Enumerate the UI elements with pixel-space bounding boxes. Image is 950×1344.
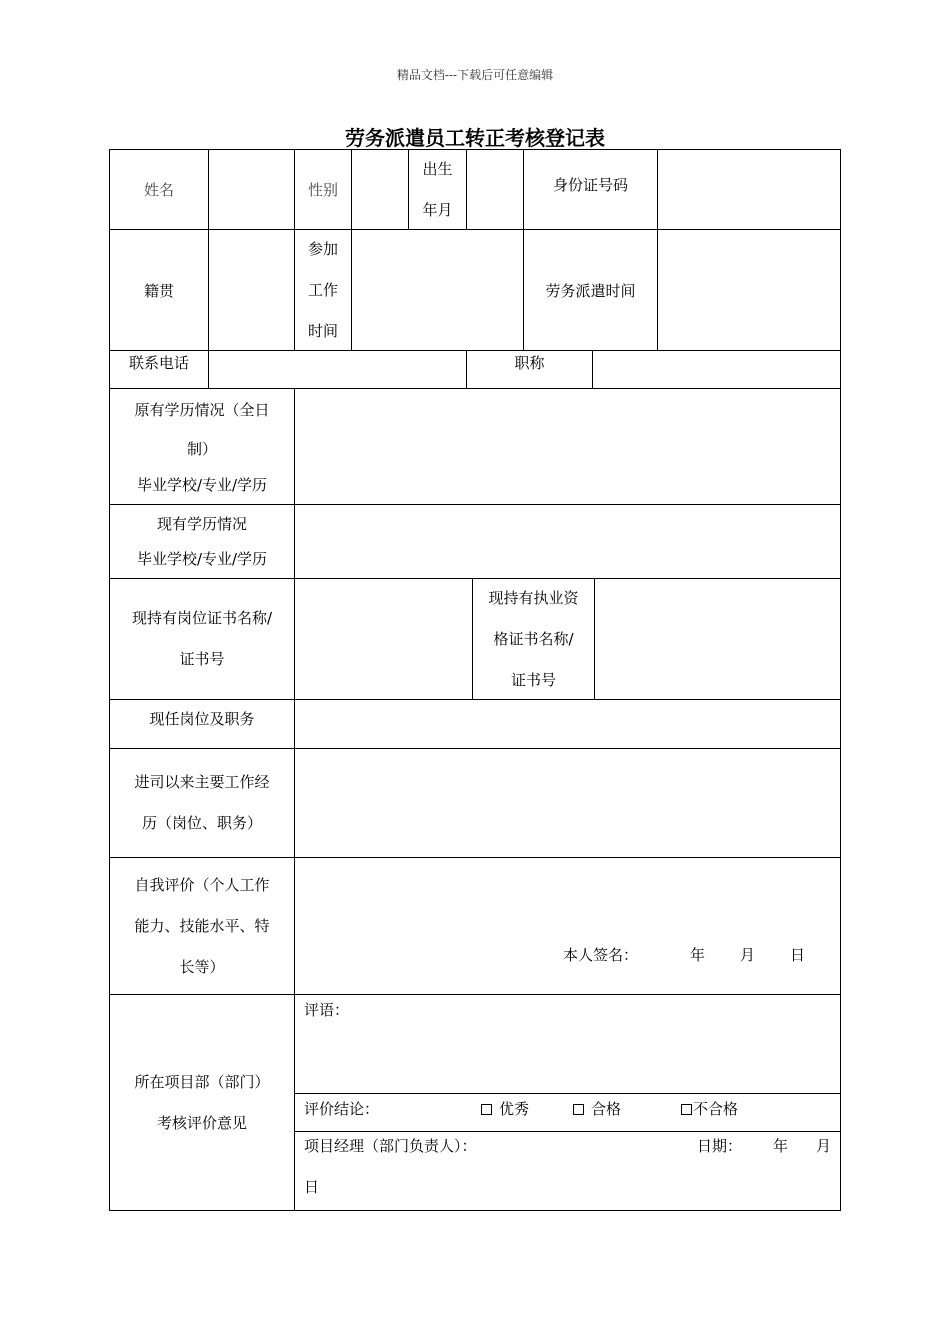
department-assessment-label: [109, 994, 294, 1211]
post-certificate-label-line: 证书号: [179, 650, 225, 668]
post-certificate-label-line: 现持有岗位证书名称/: [131, 609, 273, 627]
option-pass-label: 合格: [591, 1100, 622, 1118]
id-number-field[interactable]: [657, 149, 841, 229]
name-label: 姓名: [109, 149, 208, 229]
assessment-conclusion-label: 评价结论：: [304, 1100, 380, 1118]
native-place-label: 籍贯: [109, 229, 208, 350]
practice-certificate-label-line: 证书号: [510, 670, 556, 689]
original-education-label-line: 制）: [186, 440, 217, 458]
self-evaluation-field[interactable]: [294, 857, 841, 994]
department-assessment-label-line: 考核评价意见: [156, 1114, 247, 1132]
original-education-label-line: 毕业学校/专业/学历: [136, 476, 268, 494]
assessment-date-day: 日: [304, 1178, 320, 1196]
assessment-date-label: 日期：: [697, 1137, 743, 1155]
assessment-comment-label: 评语：: [304, 1001, 350, 1019]
practice-certificate-label-line: 格证书名称/: [493, 629, 574, 648]
practice-certificate-label: [472, 578, 594, 699]
self-sign-month: 月: [740, 946, 756, 964]
work-history-label: [109, 748, 294, 857]
option-fail-label: 不合格: [693, 1100, 739, 1118]
option-pass[interactable]: [573, 1098, 621, 1119]
work-history-label-line: 历（岗位、职务）: [141, 814, 262, 832]
manager-label: 项目经理（部门负责人）：: [304, 1137, 477, 1155]
birth-label: [408, 149, 466, 229]
gender-field[interactable]: [351, 149, 408, 229]
checkbox-icon[interactable]: [573, 1104, 584, 1115]
name-field[interactable]: [208, 149, 294, 229]
current-education-label-line: 毕业学校/专业/学历: [136, 549, 268, 568]
practice-certificate-label-line: 现持有执业资: [488, 588, 579, 607]
manager-signature-field[interactable]: [294, 1131, 841, 1211]
work-start-label: [294, 229, 351, 350]
assessment-date-month: 月: [816, 1137, 832, 1155]
registration-form-table: [109, 149, 841, 1211]
self-signature-label: 本人签名：: [563, 946, 639, 964]
dispatch-time-field[interactable]: [657, 229, 841, 350]
current-education-label-line: 现有学历情况: [156, 514, 247, 533]
original-education-field[interactable]: [294, 388, 841, 504]
option-excellent[interactable]: [481, 1098, 529, 1119]
form-title: 劳务派遣员工转正考核登记表: [345, 126, 605, 150]
department-assessment-label-line: 所在项目部（部门）: [134, 1073, 270, 1091]
current-education-field[interactable]: [294, 504, 841, 578]
work-start-label-line: 参加: [307, 239, 338, 258]
checkbox-icon[interactable]: [481, 1104, 492, 1115]
assessment-comment-field[interactable]: [294, 994, 841, 1093]
post-certificate-label: [109, 578, 294, 699]
job-title-label: 职称: [466, 350, 592, 388]
current-post-label: 现任岗位及职务: [109, 699, 294, 748]
original-education-label: [109, 388, 294, 504]
self-evaluation-label-line: 能力、技能水平、特: [134, 916, 270, 935]
phone-field[interactable]: [208, 350, 466, 388]
native-place-field[interactable]: [208, 229, 294, 350]
self-sign-day: 日: [790, 946, 806, 964]
birth-label-line: 年月: [422, 200, 453, 219]
birth-field[interactable]: [466, 149, 523, 229]
current-post-field[interactable]: [294, 699, 841, 748]
assessment-conclusion-row: [294, 1093, 841, 1131]
work-start-field[interactable]: [351, 229, 523, 350]
self-evaluation-label-line: 自我评价（个人工作: [134, 875, 270, 894]
self-sign-year: 年: [690, 946, 706, 964]
current-education-label: [109, 504, 294, 578]
phone-label: 联系电话: [109, 350, 208, 388]
checkbox-icon[interactable]: [681, 1104, 692, 1115]
work-start-label-line: 时间: [307, 321, 338, 340]
id-number-label: 身份证号码: [523, 149, 657, 229]
option-excellent-label: 优秀: [499, 1100, 530, 1118]
original-education-label-line: 原有学历情况（全日: [134, 401, 270, 419]
self-evaluation-label: [109, 857, 294, 994]
header-note: 精品文档---下载后可任意编辑: [396, 68, 554, 82]
dispatch-time-label: 劳务派遣时间: [523, 229, 657, 350]
assessment-date-year: 年: [773, 1137, 789, 1155]
post-certificate-field[interactable]: [294, 578, 472, 699]
work-history-label-line: 进司以来主要工作经: [134, 773, 270, 791]
job-title-field[interactable]: [592, 350, 841, 388]
birth-label-line: 出生: [422, 159, 453, 178]
self-evaluation-label-line: 长等）: [179, 957, 225, 976]
work-start-label-line: 工作: [307, 280, 338, 299]
gender-label: 性别: [294, 149, 351, 229]
work-history-field[interactable]: [294, 748, 841, 857]
option-fail[interactable]: [681, 1098, 738, 1119]
practice-certificate-field[interactable]: [594, 578, 841, 699]
